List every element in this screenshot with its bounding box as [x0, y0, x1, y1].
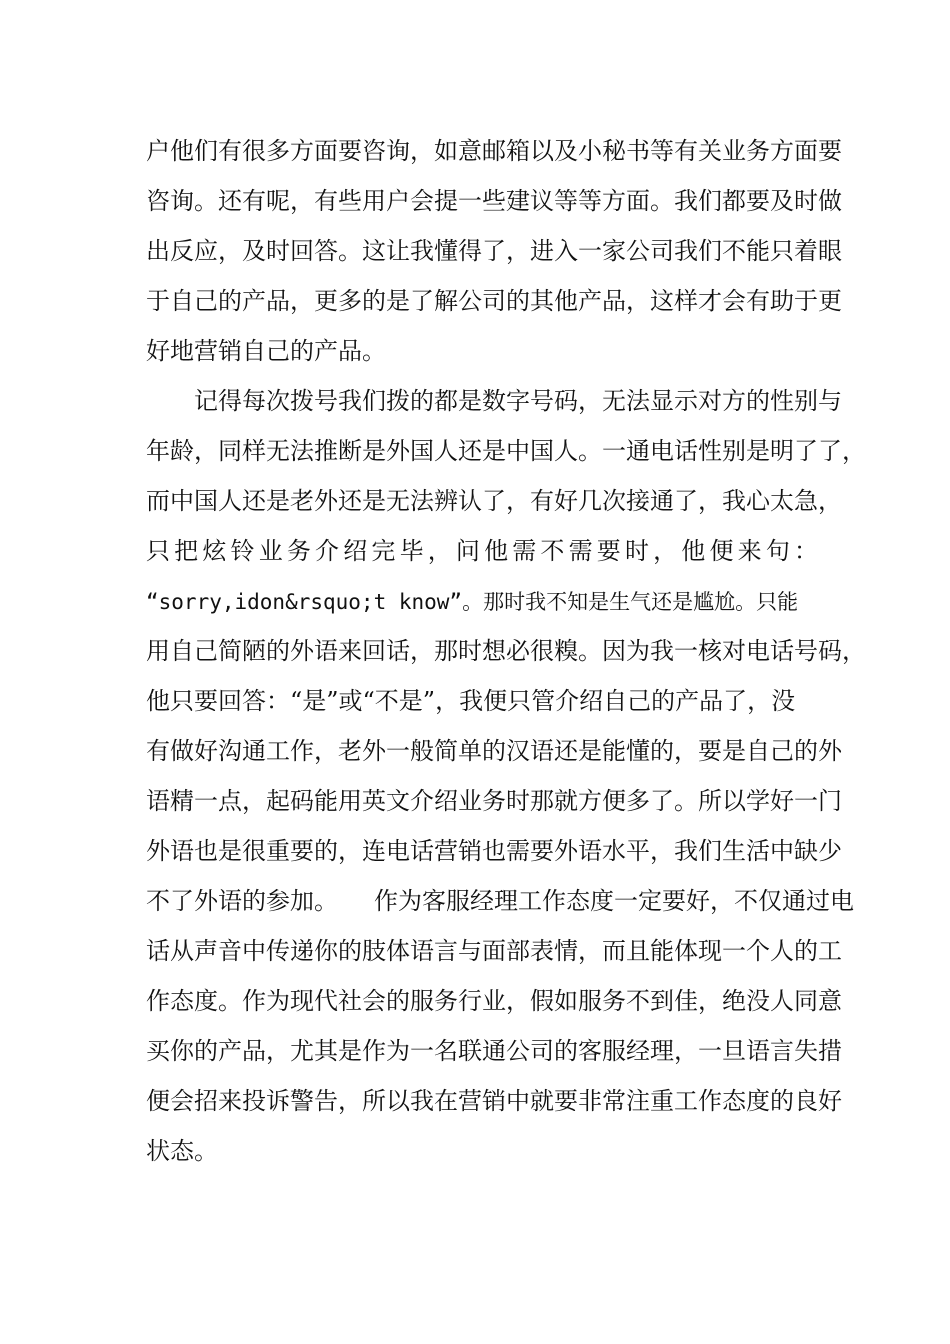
text-line: 咨询。还有呢，有些用户会提一些建议等等方面。我们都要及时做 [146, 187, 842, 215]
text-line: 只把炫铃业务介绍完毕，问他需不需要时，他便来句： [146, 537, 818, 565]
text-line: 买你的产品，尤其是作为一名联通公司的客服经理，一旦语言失措 [146, 1037, 842, 1065]
text-line: 于自己的产品，更多的是了解公司的其他产品，这样才会有助于更 [146, 287, 842, 315]
paragraph-first-line: 记得每次拨号我们拨的都是数字号码，无法显示对方的性别与 [194, 387, 842, 415]
text-line: 他只要回答：“是”或“不是”，我便只管介绍自己的产品了，没 [146, 687, 796, 715]
text-line: 而中国人还是老外还是无法辨认了，有好几次接通了，我心太急， [146, 487, 842, 515]
english-quote: “sorry,idon&rsquo;t know”。那时我不知是生气还是尴尬。只能 [146, 590, 799, 614]
text-line: 状态。 [146, 1137, 218, 1165]
text-line: 好地营销自己的产品。 [146, 337, 386, 365]
text-line: 话从声音中传递你的肢体语言与面部表情，而且能体现一个人的工 [146, 937, 842, 965]
text-line: 出反应，及时回答。这让我懂得了，进入一家公司我们不能只着眼 [146, 237, 842, 265]
text-line: 年龄，同样无法推断是外国人还是中国人。一通电话性别是明了了， [146, 437, 866, 465]
text-line: 外语也是很重要的，连电话营销也需要外语水平，我们生活中缺少 [146, 837, 842, 865]
text-line: 户他们有很多方面要咨询，如意邮箱以及小秘书等有关业务方面要 [146, 137, 842, 165]
text-line: 便会招来投诉警告，所以我在营销中就要非常注重工作态度的良好 [146, 1087, 842, 1115]
text-line: 用自己简陋的外语来回话，那时想必很糗。因为我一核对电话号码， [146, 637, 866, 665]
text-line: 作态度。作为现代社会的服务行业，假如服务不到佳，绝没人同意 [146, 987, 842, 1015]
text-line: 有做好沟通工作，老外一般简单的汉语还是能懂的，要是自己的外 [146, 737, 842, 765]
text-line-with-english [146, 585, 818, 617]
text-line: 语精一点，起码能用英文介绍业务时那就方便多了。所以学好一门 [146, 787, 842, 815]
text-line: 不了外语的参加。 作为客服经理工作态度一定要好，不仅通过电 [146, 887, 854, 915]
